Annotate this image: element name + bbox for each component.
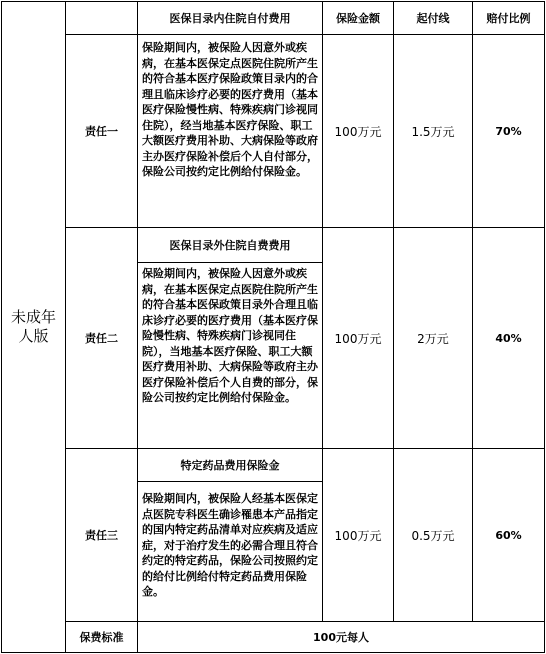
description-2 — [137, 262, 323, 449]
row2-title: 医保目录外住院自费费用 — [137, 227, 323, 263]
amount-3: 100万元 — [322, 448, 394, 622]
premium-label: 保费标准 — [65, 621, 138, 653]
header-amount: 保险金额 — [322, 1, 394, 35]
description-2-text: 保险期间内，被保险人因意外或疾病，在基本医保定点医院住院所产生的符合基本医保政策目录外合理且临床诊疗必要的医疗费用（基本医疗保险慢性病、特殊疾病门诊视同住院），当地基本医疗保险、职工大额医疗费用补助、大病保险等政府主办医疗保险补偿后个人自费的部分，保险公司按约定比例给付保险金。 — [142, 267, 318, 404]
row3-title: 特定药品费用保险金 — [137, 448, 323, 482]
header-spacer — [65, 1, 138, 35]
responsibility-2: 责任二 — [65, 227, 138, 449]
description-1 — [137, 34, 323, 228]
deductible-2: 2万元 — [393, 227, 473, 449]
responsibility-3: 责任三 — [65, 448, 138, 622]
description-3 — [137, 481, 323, 622]
description-3-text: 保险期间内，被保险人经基本医保定点医院专科医生确诊罹患本产品指定的国内特定药品清单对应疾病及适应症，对于治疗发生的必需合理且符合约定的特定药品，保险公司按照约定的给付比例给付特定药品费用保险金。 — [142, 492, 318, 598]
row1-title: 医保目录内住院自付费用 — [137, 1, 323, 35]
amount-2: 100万元 — [322, 227, 394, 449]
premium-value: 100元每人 — [137, 621, 545, 653]
responsibility-1: 责任一 — [65, 34, 138, 228]
group-label: 未成年人版 — [10, 308, 56, 345]
ratio-1: 70% — [472, 34, 545, 228]
group-label-cell — [1, 1, 66, 653]
ratio-3: 60% — [472, 448, 545, 622]
header-deductible: 起付线 — [393, 1, 473, 35]
description-1-text: 保险期间内，被保险人因意外或疾病，在基本医保定点医院住院所产生的符合基本医疗保险政策目录内的合理且临床诊疗必要的医疗费用（基本医疗保险慢性病、特殊疾病门诊视同住院），经当地基本医疗保险、职工大额医疗费用补助、大病保险等政府主办医疗保险补偿后个人自付部分，保险公司按约定比例给付保险金。 — [142, 41, 318, 178]
deductible-3: 0.5万元 — [393, 448, 473, 622]
amount-1: 100万元 — [322, 34, 394, 228]
ratio-2: 40% — [472, 227, 545, 449]
header-ratio: 赔付比例 — [472, 1, 545, 35]
deductible-1: 1.5万元 — [393, 34, 473, 228]
